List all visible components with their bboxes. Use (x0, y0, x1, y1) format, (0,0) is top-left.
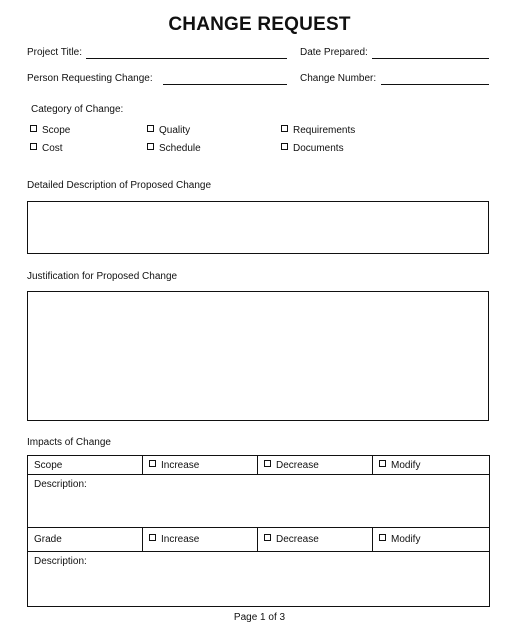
project-title-field[interactable] (88, 46, 286, 58)
checkbox-icon[interactable] (281, 125, 288, 132)
person-requesting-label: Person Requesting Change: (27, 73, 153, 84)
date-prepared-label: Date Prepared: (300, 47, 368, 58)
impact-name: Scope (28, 456, 143, 475)
category-option-cost[interactable]: Cost (30, 143, 63, 154)
impact-description-cell[interactable]: Description: (28, 475, 490, 528)
page-title: CHANGE REQUEST (168, 14, 351, 35)
checkbox-icon[interactable] (264, 534, 271, 541)
date-prepared-field[interactable] (374, 46, 488, 58)
person-requesting-line (163, 84, 287, 85)
date-prepared-line (372, 58, 489, 59)
project-title-line (86, 58, 287, 59)
description-textarea[interactable] (27, 201, 489, 254)
category-option-scope[interactable]: Scope (30, 125, 70, 136)
checkbox-icon[interactable] (149, 534, 156, 541)
category-option-requirements[interactable]: Requirements (281, 125, 355, 136)
category-label: Category of Change: (31, 104, 124, 115)
checkbox-icon[interactable] (147, 125, 154, 132)
impact-option-decrease[interactable]: Decrease (258, 456, 373, 475)
impact-description-row-scope (28, 475, 490, 528)
category-option-documents[interactable]: Documents (281, 143, 344, 154)
impacts-table (27, 455, 490, 607)
checkbox-icon[interactable] (379, 534, 386, 541)
impact-option-modify[interactable]: Modify (373, 456, 490, 475)
impact-description-row-grade (28, 552, 490, 607)
checkbox-icon[interactable] (147, 143, 154, 150)
checkbox-icon[interactable] (281, 143, 288, 150)
category-option-schedule[interactable]: Schedule (147, 143, 201, 154)
impact-option-modify[interactable]: Modify (373, 528, 490, 552)
checkbox-icon[interactable] (264, 460, 271, 467)
checkbox-icon[interactable] (149, 460, 156, 467)
page-number: Page 1 of 3 (233, 612, 286, 623)
justification-textarea[interactable] (27, 291, 489, 421)
project-title-label: Project Title: (27, 47, 83, 58)
impact-description-cell[interactable]: Description: (28, 552, 490, 607)
impact-row-scope (28, 456, 490, 475)
impact-name: Grade (28, 528, 143, 552)
checkbox-icon[interactable] (30, 125, 37, 132)
category-option-quality[interactable]: Quality (147, 125, 190, 136)
checkbox-icon[interactable] (379, 460, 386, 467)
justification-section-label: Justification for Proposed Change (27, 271, 178, 282)
change-number-field[interactable] (383, 72, 488, 84)
impacts-label: Impacts of Change (27, 437, 111, 448)
impact-option-increase[interactable]: Increase (143, 528, 258, 552)
impact-option-decrease[interactable]: Decrease (258, 528, 373, 552)
description-section-label: Detailed Description of Proposed Change (27, 180, 211, 191)
person-requesting-field[interactable] (165, 72, 286, 84)
impact-row-grade (28, 528, 490, 552)
change-number-label: Change Number: (300, 73, 377, 84)
impact-option-increase[interactable]: Increase (143, 456, 258, 475)
change-number-line (381, 84, 489, 85)
checkbox-icon[interactable] (30, 143, 37, 150)
